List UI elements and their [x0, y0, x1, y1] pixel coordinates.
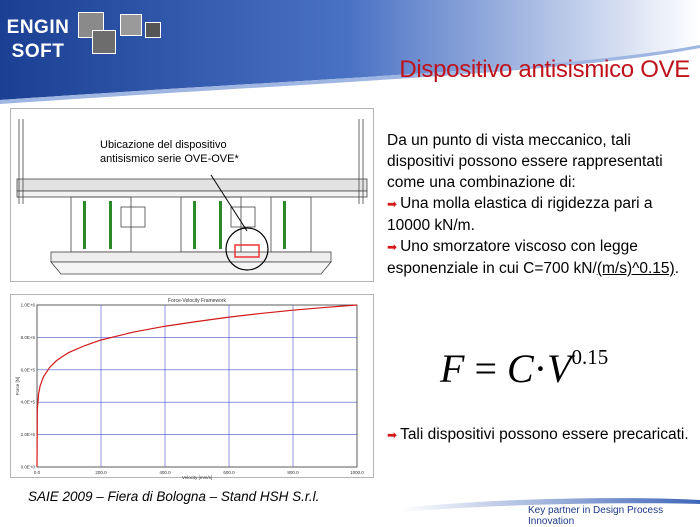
bullet-spring-text: Una molla elastica di rigidezza pari a 10000 kN/m. [387, 195, 653, 234]
chart-title: Force-Velocity Framework [167, 298, 227, 304]
formula-lhs: F [440, 346, 465, 391]
bullet-arrow-icon: ➡ [387, 197, 398, 211]
bullet-damper [387, 236, 692, 279]
formula-v: V [547, 346, 572, 391]
drawing-caption-line2: antisismico serie OVE-OVE* [100, 153, 239, 165]
preload-note [387, 424, 692, 446]
chart-y-tick-label: 6.0E+5 [20, 367, 35, 373]
logo-line2: SOFT [11, 41, 65, 62]
formula-equals: = [474, 346, 497, 391]
chart-plot-area [37, 305, 357, 467]
header-photo-2 [92, 30, 116, 54]
bullet-spring [387, 193, 692, 236]
chart-x-axis-label: Velocity [mm/s] [181, 475, 213, 480]
formula-dot: · [533, 346, 548, 391]
drawing-svg [11, 109, 373, 281]
chart-y-tick-label: 1.0E+6 [20, 302, 35, 308]
chart-y-tick-label: 2.0E+5 [20, 432, 35, 438]
slide-title: Dispositivo antisismico OVE [399, 56, 690, 83]
chart-y-tick-label: 4.0E+5 [20, 399, 35, 405]
chart-x-tick-label: 1000.0 [350, 470, 364, 475]
preload-text: Tali dispositivi possono essere precaricati. [400, 426, 689, 443]
drawing-caption [100, 138, 300, 166]
force-velocity-chart [10, 294, 374, 478]
header-photo-4 [145, 22, 161, 38]
logo-text [4, 16, 72, 64]
event-footer: SAIE 2009 – Fiera di Bologna – Stand HSH S.r.l. [28, 489, 320, 504]
bullet-damper-end: . [674, 260, 680, 277]
chart-y-axis-label: Force [N] [15, 376, 20, 396]
brand-tagline: Key partner in Design Process Innovation [528, 505, 664, 527]
chart-svg [11, 295, 373, 480]
bullet-damper-unit: (m/s)^0.15) [596, 260, 675, 277]
chart-x-tick-label: 0.0 [33, 470, 41, 475]
technical-drawing [10, 108, 374, 282]
chart-y-tick-label: 0.0E+0 [20, 464, 35, 470]
intro-text: Da un punto di vista meccanico, tali dispositivi possono essere rappresentati come una combinazione di: [387, 132, 663, 191]
header-photo-3 [120, 14, 142, 36]
bullet-arrow-icon: ➡ [387, 240, 398, 254]
chart-y-tick-label: 8.0E+5 [20, 334, 35, 340]
chart-x-tick-label: 600.0 [223, 470, 235, 475]
body-text [387, 130, 692, 279]
bullet-damper-text: Uno smorzatore viscoso con legge esponenziale in cui C=700 kN/ [387, 238, 638, 277]
drawing-caption-line1: Ubicazione del dispositivo [100, 139, 227, 151]
chart-x-tick-label: 400.0 [159, 470, 171, 475]
damper-formula [440, 345, 608, 392]
bullet-arrow-icon: ➡ [387, 428, 398, 442]
formula-exponent: 0.15 [571, 345, 609, 369]
formula-c: C [507, 346, 534, 391]
logo-line1: ENGIN [6, 17, 70, 38]
chart-x-tick-label: 200.0 [95, 470, 107, 475]
chart-x-tick-label: 800.0 [287, 470, 299, 475]
